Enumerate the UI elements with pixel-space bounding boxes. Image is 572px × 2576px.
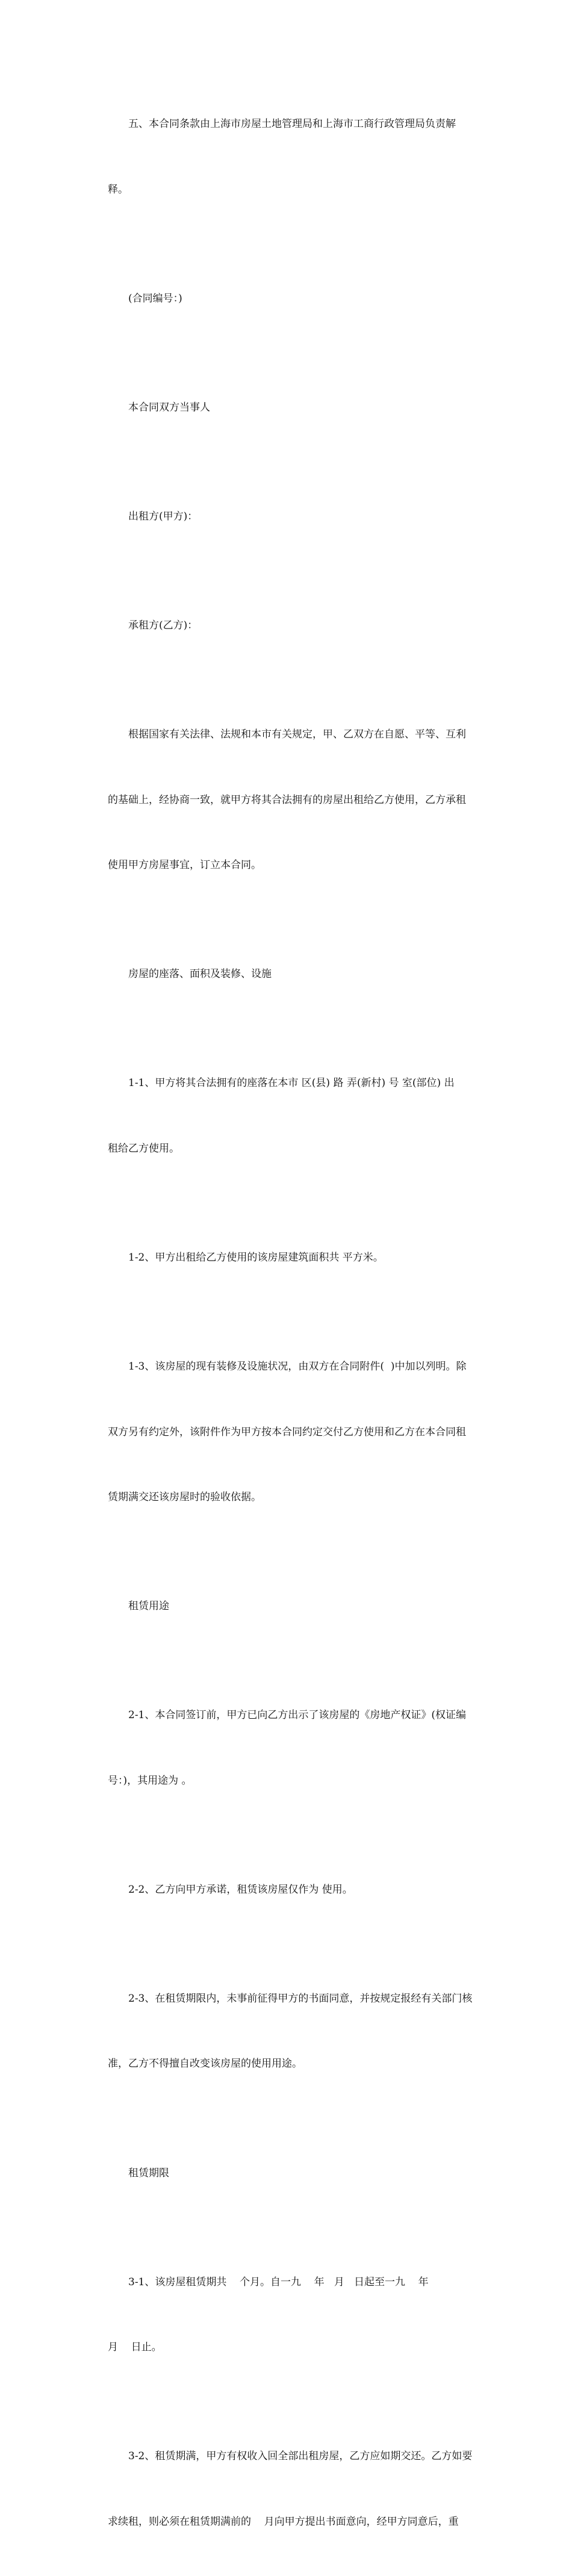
text-line: 1-1、甲方将其合法拥有的座落在本市 区(县) 路 弄(新村) 号 室(部位) 出 [128, 1077, 455, 1090]
text-line: 1-2、甲方出租给乙方使用的该房屋建筑面积共 平方米。 [128, 1251, 384, 1264]
text-line: 2-3、在租赁期限内，未事前征得甲方的书面同意，并按规定报经有关部门核 [128, 1992, 473, 2005]
text-line: 释。 [108, 184, 128, 196]
contract-text [87, 70, 488, 2576]
text-line: 根据国家有关法律、法规和本市有关规定，甲、乙双方在自愿、平等、互利 [128, 728, 466, 741]
paragraph [87, 680, 488, 920]
text-line: 月 日止。 [108, 2341, 162, 2354]
paragraph [87, 1029, 488, 1203]
text-line: 2-1、本合同签订前，甲方已向乙方出示了该房屋的《房地产权证》(权证编 [128, 1709, 467, 1722]
text-line: 1-3、该房屋的现有装修及设施状况，由双方在合同附件( )中加以列明。除 [128, 1360, 467, 1373]
paragraph [87, 353, 488, 462]
text-line: 号：)，其用途为 。 [108, 1774, 192, 1787]
contract-number-label: (合同编号：) [128, 293, 182, 305]
paragraph [87, 1552, 488, 1661]
paragraph [87, 2227, 488, 2402]
parties-heading: 本合同双方当事人 [128, 402, 210, 414]
paragraph [87, 1944, 488, 2118]
section-heading: 房屋的座落、面积及装修、设施 [128, 968, 272, 981]
text-line: 3-1、该房屋租赁期共 个月。自一九 年 月 日起至一九 年 [128, 2276, 429, 2288]
paragraph [87, 244, 488, 353]
paragraph [87, 2118, 488, 2227]
paragraph [87, 571, 488, 680]
paragraph [87, 920, 488, 1029]
paragraph [87, 462, 488, 571]
text-line: 3-2、租赁期满，甲方有权收入回全部出租房屋，乙方应如期交还。乙方如要 [128, 2450, 473, 2463]
section-heading: 租赁用途 [128, 1600, 169, 1613]
text-line: 租给乙方使用。 [108, 1142, 179, 1155]
text-line: 双方另有约定外，该附件作为甲方按本合同约定交付乙方使用和乙方在本合同租 [108, 1426, 466, 1438]
lessor-label: 出租方(甲方)： [128, 511, 198, 523]
paragraph [87, 1203, 488, 1312]
text-line: 的基础上，经协商一致，就甲方将其合法拥有的房屋出租给乙方使用，乙方承租 [108, 793, 466, 806]
paragraph [87, 70, 488, 244]
text-line: 2-2、乙方向甲方承诺，租赁该房屋仅作为 使用。 [128, 1883, 353, 1896]
text-line: 使用甲方房屋事宜，订立本合同。 [108, 859, 261, 872]
paragraph [87, 1661, 488, 1836]
section-heading: 租赁期限 [128, 2167, 169, 2179]
lessee-label: 承租方(乙方)： [128, 619, 198, 632]
paragraph [87, 1312, 488, 1552]
text-line: 赁期满交还该房屋时的验收依据。 [108, 1491, 261, 1504]
paragraph [87, 2402, 488, 2576]
text-line: 五、本合同条款由上海市房屋土地管理局和上海市工商行政管理局负责解 [128, 118, 456, 131]
paragraph [87, 1835, 488, 1944]
text-line: 求续租，则必须在租赁期满前的 月向甲方提出书面意向，经甲方同意后，重 [108, 2515, 459, 2528]
text-line: 准，乙方不得擅自改变该房屋的使用用途。 [108, 2058, 302, 2070]
